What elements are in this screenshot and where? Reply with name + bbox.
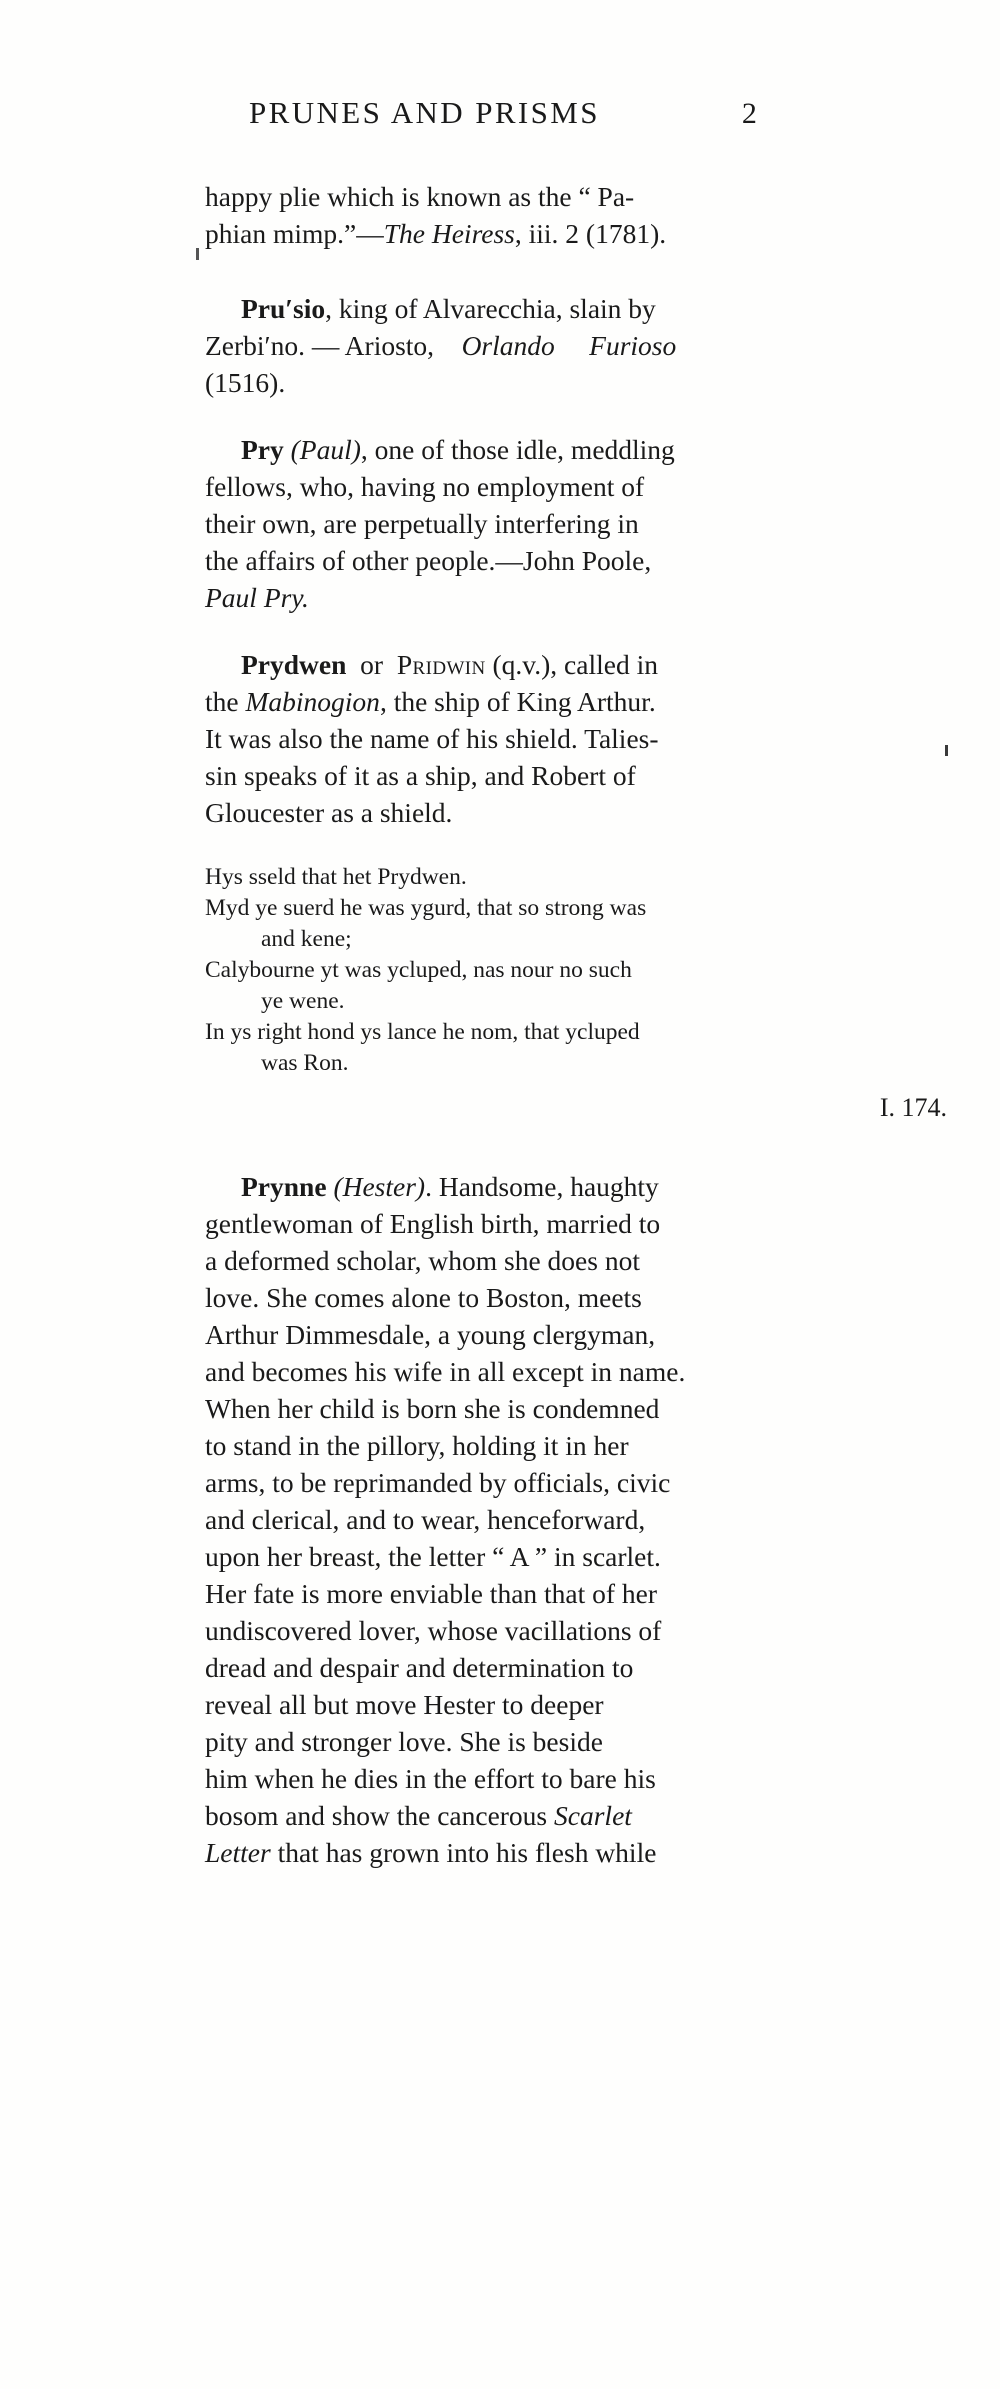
entry-prynne-line2: gentlewoman of English birth, married to: [205, 1207, 661, 1239]
entry-paphian: [205, 179, 947, 253]
entry-pry-line3: their own, are perpetually interfering in: [205, 507, 639, 539]
entry-prydwen-line3: It was also the name of his shield. Talies-: [205, 722, 659, 754]
entry-prynne-qualifier: (Hester): [333, 1170, 426, 1202]
entry-pry-qualifier: (Paul): [290, 433, 361, 465]
entry-prynne-headword: Prynne: [241, 1170, 327, 1202]
entry-prynne-line7: When her child is born she is condemned: [205, 1392, 660, 1424]
entry-paphian-line2c: , iii. 2 (1781).: [514, 217, 667, 249]
entry-pry-line1: , one of those idle, meddling: [360, 433, 675, 465]
entry-paphian-title: The Heiress: [383, 217, 515, 249]
verse-line-runover: and kene;: [261, 925, 352, 952]
entry-prynne-line5: Arthur Dimmesdale, a young clergyman,: [205, 1318, 656, 1350]
entry-prydwen-line4: sin speaks of it as a ship, and Robert of: [205, 759, 636, 791]
page-content: [205, 95, 995, 1902]
entry-prynne-line3: a deformed scholar, whom she does not: [205, 1244, 640, 1276]
page-edge-mark: [945, 745, 948, 756]
running-head: PRUNES AND PRISMS: [249, 95, 600, 130]
verse-line-runover: was Ron.: [261, 1049, 349, 1076]
entry-prynne-line9: arms, to be reprimanded by officials, civic: [205, 1466, 671, 1498]
entry-prynne: [205, 1169, 947, 1872]
entry-pry-line2: fellows, who, having no employment of: [205, 470, 645, 502]
entry-prynne-line12: Her fate is more enviable than that of her: [205, 1577, 658, 1609]
entry-prynne-work2: Letter: [205, 1836, 271, 1868]
entry-prynne-line14: dread and despair and determination to: [205, 1651, 634, 1683]
entry-prusio-line2a: Zerbi′no. — Ariosto,: [205, 329, 435, 361]
entry-prynne-line18a: bosom and show the cancerous: [205, 1799, 555, 1831]
entry-prusio-work2: Furioso: [589, 329, 677, 361]
entry-prynne-line15: reveal all but move Hester to deeper: [205, 1688, 604, 1720]
verse-line: Hys sseld that het Prydwen.: [205, 863, 467, 890]
entry-prydwen-line2a: the: [205, 685, 239, 717]
entry-prynne-line19b: that has grown into his flesh while: [270, 1836, 657, 1868]
entry-prynne-line17: him when he dies in the effort to bare his: [205, 1762, 656, 1794]
entry-prusio-line1: , king of Alvarecchia, slain by: [325, 292, 656, 324]
entry-paphian-line1: happy plie which is known as the “ Pa-: [205, 181, 635, 212]
verse-line: Myd ye suerd he was ygurd, that so strong was: [205, 894, 647, 921]
entry-prydwen-qv: (q.v.), called in: [492, 648, 658, 680]
entry-prusio-headword: Pru′sio: [241, 292, 326, 324]
verse-quotation: [205, 862, 947, 1079]
entry-prynne-line16: pity and stronger love. She is beside: [205, 1725, 603, 1757]
page-header: [205, 95, 995, 131]
entry-prydwen-source: Mabinogion: [245, 685, 380, 717]
entry-prynne-line10: and clerical, and to wear, henceforward,: [205, 1503, 646, 1535]
entry-prydwen-line5: Gloucester as a shield.: [205, 796, 453, 828]
verse-line: In ys right hond ys lance he nom, that ycluped: [205, 1018, 640, 1045]
verse-line-runover: ye wene.: [261, 987, 345, 1014]
entry-prusio: [205, 291, 947, 402]
page-edge-speck: [196, 248, 199, 260]
entry-prynne-line11: upon her breast, the letter “ A ” in scarlet.: [205, 1540, 661, 1572]
entry-prynne-work1: Scarlet: [554, 1799, 632, 1831]
entry-prydwen-line2c: , the ship of King Arthur.: [379, 685, 656, 717]
entry-prynne-line13: undiscovered lover, whose vacillations of: [205, 1614, 662, 1646]
entry-prynne-line8: to stand in the pillory, holding it in her: [205, 1429, 629, 1461]
page-number: 2: [741, 97, 757, 130]
entry-pry-headword: Pry: [241, 433, 284, 465]
verse-citation: I. 174.: [879, 1092, 947, 1122]
entry-paphian-line2a: phian mimp.”—: [205, 217, 384, 249]
entry-prynne-line4: love. She comes alone to Boston, meets: [205, 1281, 642, 1313]
entry-prydwen-or: or: [360, 648, 384, 680]
entry-prydwen: [205, 647, 947, 832]
verse-line: Calybourne yt was ycluped, nas nour no such: [205, 956, 632, 983]
entry-prynne-line1: . Handsome, haughty: [425, 1170, 659, 1202]
entry-prydwen-headword: Prydwen: [241, 648, 347, 680]
entry-prusio-work1: Orlando: [461, 329, 555, 361]
entry-pry-line5: Paul Pry.: [205, 581, 309, 613]
entry-prynne-line6: and becomes his wife in all except in name.: [205, 1355, 686, 1387]
entry-prydwen-variant: Pridwin: [396, 648, 486, 680]
entry-pry-line4: the affairs of other people.—John Poole,: [205, 544, 652, 576]
entry-pry: [205, 432, 947, 617]
entry-prusio-line3: (1516).: [205, 366, 286, 398]
